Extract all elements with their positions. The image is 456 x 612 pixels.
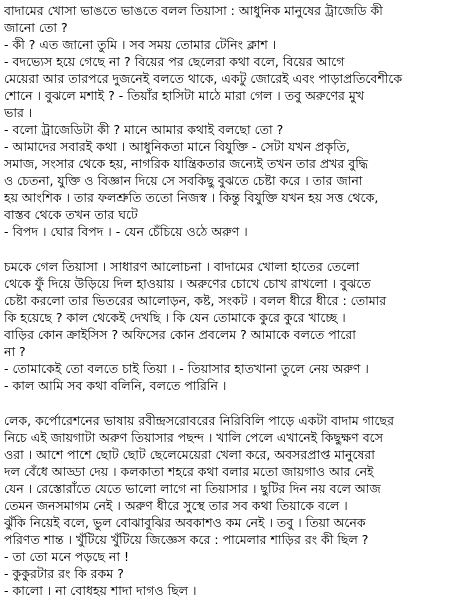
text-line: নিচে এই জায়গাটা অরুণ তিয়াসার পছন্দ । খালি পেলে এখানেই কিছুক্ষণ বসে — [4, 430, 383, 445]
paragraph-2 — [4, 258, 452, 394]
text-line: থেকে ফুঁ দিয়ে উড়িয়ে দিল হাওয়ায় । অরুণের চোখে চোখ রাখলো । বুঝতে — [4, 276, 371, 291]
text-line: - কী ? এত জানো তুমি । সব সময় তোমার টেনিং ক্লাশ । — [4, 37, 277, 52]
paragraph-1 — [4, 2, 452, 240]
text-line: - তোমাকেই তো বলতে চাই তিয়া । - তিয়াসার হাতখানা তুলে নেয় অরুণ । — [4, 361, 369, 376]
paragraph-gap — [4, 394, 452, 412]
text-line: সমাজ, সংসার থেকে হয়, নাগরিক যান্ত্রিকতার জন্যেই তখন তার প্রখর বুদ্ধি — [4, 156, 368, 171]
text-line: ঝুঁকি নিয়েই বলে, ভুল বোঝাবুঝির অবকাশও কম নেই । তবু । তিয়া অনেক — [4, 515, 366, 530]
text-line: লেক, কর্পোরেশনের ভাষায় রবীন্দ্রসরোবরের নিরিবিলি পাড়ে একটা বাদাম গাছের — [4, 413, 394, 428]
text-line: তেমন জনসমাগম নেই । অরুণ ধীরে সুস্থে তার সব কথা তিয়াকে বলে । — [4, 498, 348, 513]
text-line: - কালো । না বোধহয় শাদা দাগও ছিল । — [4, 583, 197, 598]
text-line: বাদামের খোসা ভাঙতে ভাঙতে বলল তিয়াসা : আধুনিক মানুষের ট্রাজেডি কী — [4, 3, 383, 18]
text-line: বাস্তব থেকে তখন তার ঘটে — [4, 207, 138, 222]
text-line: শোনে । বুঝলে মশাই ? - তিয়াঁর হাসিটা মাঠে মারা গেল । তবু অরুণের মুখ — [4, 88, 365, 103]
text-line: - বিপদ । ঘোর বিপদ । - যেন চেঁচিয়ে ওঠে অরুণ । — [4, 224, 248, 239]
text-line: জানো তো ? — [4, 20, 68, 35]
text-line: মেয়েরা আর তারপরে দুজনেই বলতে থাকে, একটু জোরেই এবং পাড়াপ্রতিবেশীকে — [4, 71, 403, 86]
text-line: দল বেঁধে আড্ডা দেয় । কলকাতা শহরে কথা বলার মতো জায়গাও আর নেই — [4, 464, 374, 479]
text-line: - কুকুরটার রং কি রকম ? — [4, 566, 124, 581]
text-line: - বদভ্যেস হয়ে গেছে না ? বিয়ের পর ছেলেরা কথা বলে, বিয়ের আগে — [4, 54, 345, 69]
text-line: না ? — [4, 344, 26, 359]
text-line: - আমাদের সবারই কথা । আধুনিকতা মানে বিযুক্তি - সেটা যখন প্রকৃতি, — [4, 139, 351, 154]
text-line: চেষ্টা করলো তার ভিতরের আলোড়ন, কষ্ট, সংকট । বলল ধীরে ধীরে : তোমার — [4, 293, 387, 308]
text-line: - বলো ট্রাজেডিটা কী ? মানে আমার কথাই বলছো তো ? — [4, 122, 284, 137]
text-line: বাড়ির কোন ক্রাইসিস ? অফিসের কোন প্রবলেম ? আমাকে বলতে পারো — [4, 327, 356, 342]
text-line: ভার । — [4, 105, 33, 120]
paragraph-3 — [4, 412, 452, 599]
text-line: পরিণত শান্ত । খুঁটিয়ে খুঁটিয়ে জিজ্ঞেস করে : পামেলার শাড়ির রং কী ছিল ? — [4, 532, 369, 547]
text-line: ওরা । আশে পাশে ছোট ছোট ছেলেমেয়েরা খেলা করে, অবসরপ্রাপ্ত মানুষেরা — [4, 447, 375, 462]
text-line: কি হয়েছে ? কাল থেকেই দেখছি । কি যেন তোমাকে কুরে কুরে খাচ্ছে । — [4, 310, 346, 325]
text-line: ও চেতনা, যুক্তি ও বিজ্ঞান দিয়ে সে সবকিছু বুঝতে চেষ্টা করে । তার জানা — [4, 173, 363, 188]
text-line: চমকে গেল তিয়াসা । সাধারণ আলোচনা । বাদামের খোলা হাতের তেলো — [4, 259, 360, 274]
text-line: - তা তো মনে পড়ছে না ! — [4, 549, 129, 564]
text-line: যেন । রেস্তোরাঁতে যেতে ভালো লাগে না তিয়াসার । ছুটির দিন নয় বলে আজ — [4, 481, 381, 496]
paragraph-gap — [4, 240, 452, 258]
text-line: - কাল আমি সব কথা বলিনি, বলতে পারিনি । — [4, 378, 227, 393]
text-line: হয় আংশিক । তার ফলশ্রুতি ততো নিজস্ব । কিন্তু বিযুক্তি যখন হয় সত্ত থেকে, — [4, 190, 379, 205]
